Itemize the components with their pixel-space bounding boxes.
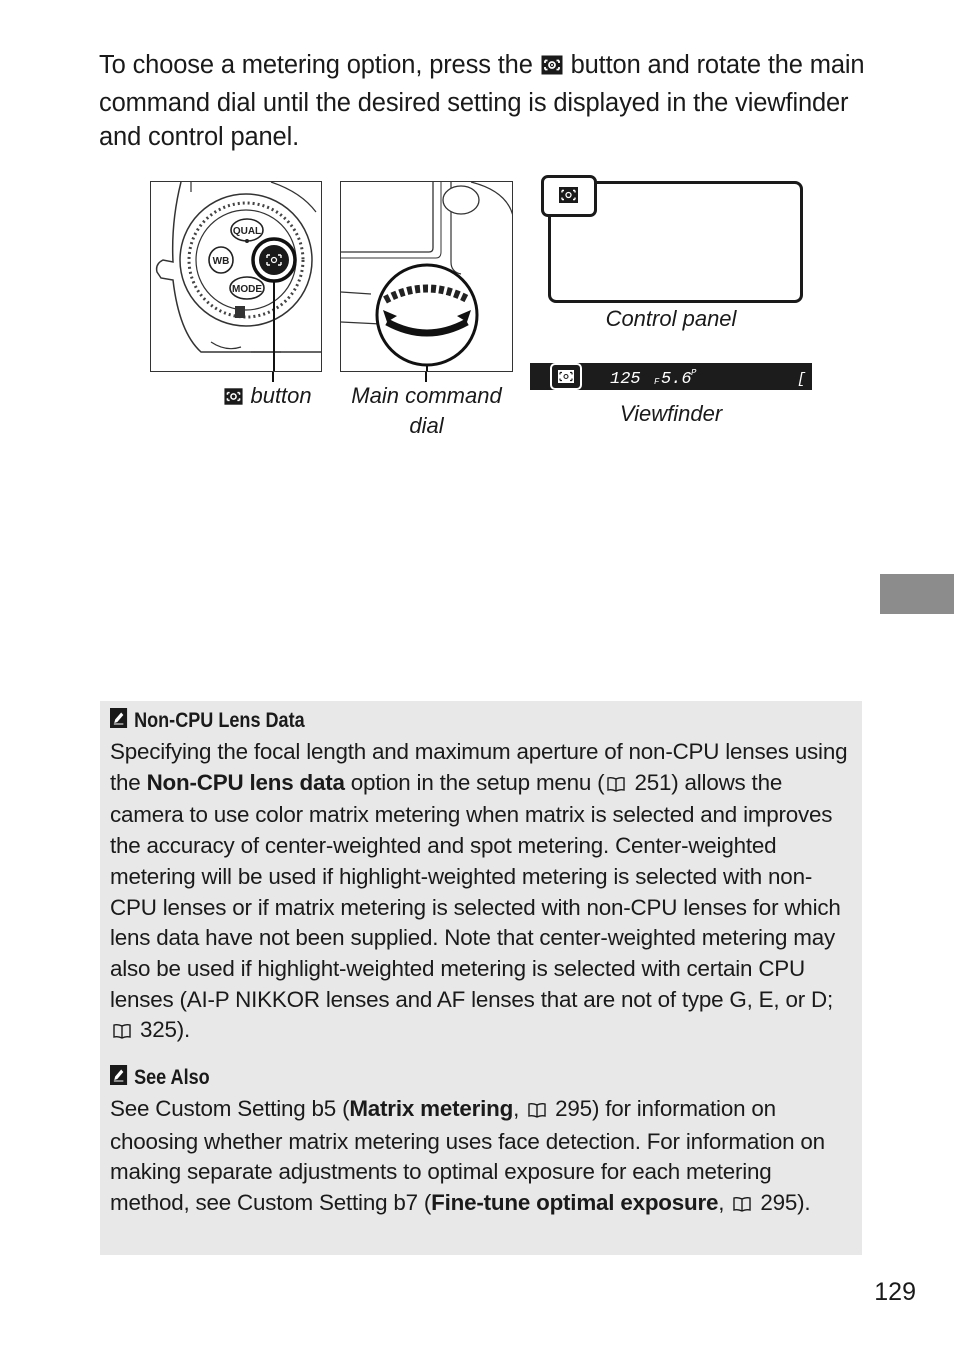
control-panel-caption: Control panel [605,306,737,331]
page-number: 129 [874,1278,916,1306]
note-non-cpu-body: Specifying the focal length and maximum aperture of non-CPU lenses using the Non-CPU lens data option in the setup menu ( 251) allows the camera to use color matrix metering when matrix is selected and improves the accuracy of center-weighted and spot metering. Center-weighted metering will be used if highlight-weighted metering is selected with non-CPU lenses or if matrix metering is selected with non-CPU lenses for which lens data have not been supplied. Note that center-weighted metering may also be used if highlight-weighted metering is selected with certain CPU lenses (AI-P NIKKOR lenses and AF lenses that are not of type G, E, or D; 325). [110,737,852,1048]
leader-lines [0,0,954,400]
page-ref-295[interactable]: 295 [555,1096,592,1122]
non-cpu-lens-data-term: Non-CPU lens data [146,769,345,795]
viewfinder-caption: Viewfinder [619,401,723,426]
vf-aperture-prefix: F [654,377,660,387]
vf-shutter: 125 [610,370,641,389]
note-box [100,701,862,1255]
page-ref-icon [112,1017,132,1048]
intro-text-2: button and rotate the main command dial until the desired setting is displayed in the viewfinder and control panel. [99,51,865,151]
note-see-also-body: See Custom Setting b5 (Matrix metering, 295) for information on choosing whether matrix metering uses face detection. For information on making separate adjustments to optimal exposure for each metering method, see Custom Setting b7 (Fine-tune optimal exposure, 295). [110,1094,852,1221]
vf-aperture: 5.6 [661,370,692,389]
note-heading-see-also: See Also [110,1064,748,1092]
dial-caption: Main command dial [351,383,502,438]
wb-label: WB [212,256,230,267]
pencil-icon [110,1065,127,1091]
intro-text-1: To choose a metering option, press the [99,51,533,79]
mode-label: MODE [232,284,262,295]
page-ref-icon [527,1096,547,1127]
page-ref-icon [606,770,626,801]
metering-icon [223,384,244,414]
matrix-metering-term: Matrix metering [349,1096,514,1122]
vf-mode: P [691,368,697,378]
page-ref-295b[interactable]: 295 [760,1190,798,1216]
qual-label: QUAL [232,226,262,237]
note-heading-non-cpu: Non-CPU Lens Data [110,707,748,735]
control-panel-metering-icon [541,175,597,217]
fine-tune-term: Fine-tune optimal exposure [431,1190,719,1216]
page-ref-icon [732,1190,752,1221]
page-ref-325[interactable]: 325 [140,1017,177,1043]
pencil-icon [110,708,127,734]
chapter-tab [880,574,954,614]
page-ref-251[interactable]: 251 [634,769,672,795]
button-caption: button [205,381,330,414]
viewfinder-display [530,363,812,390]
vf-bracket: [ [797,371,807,388]
